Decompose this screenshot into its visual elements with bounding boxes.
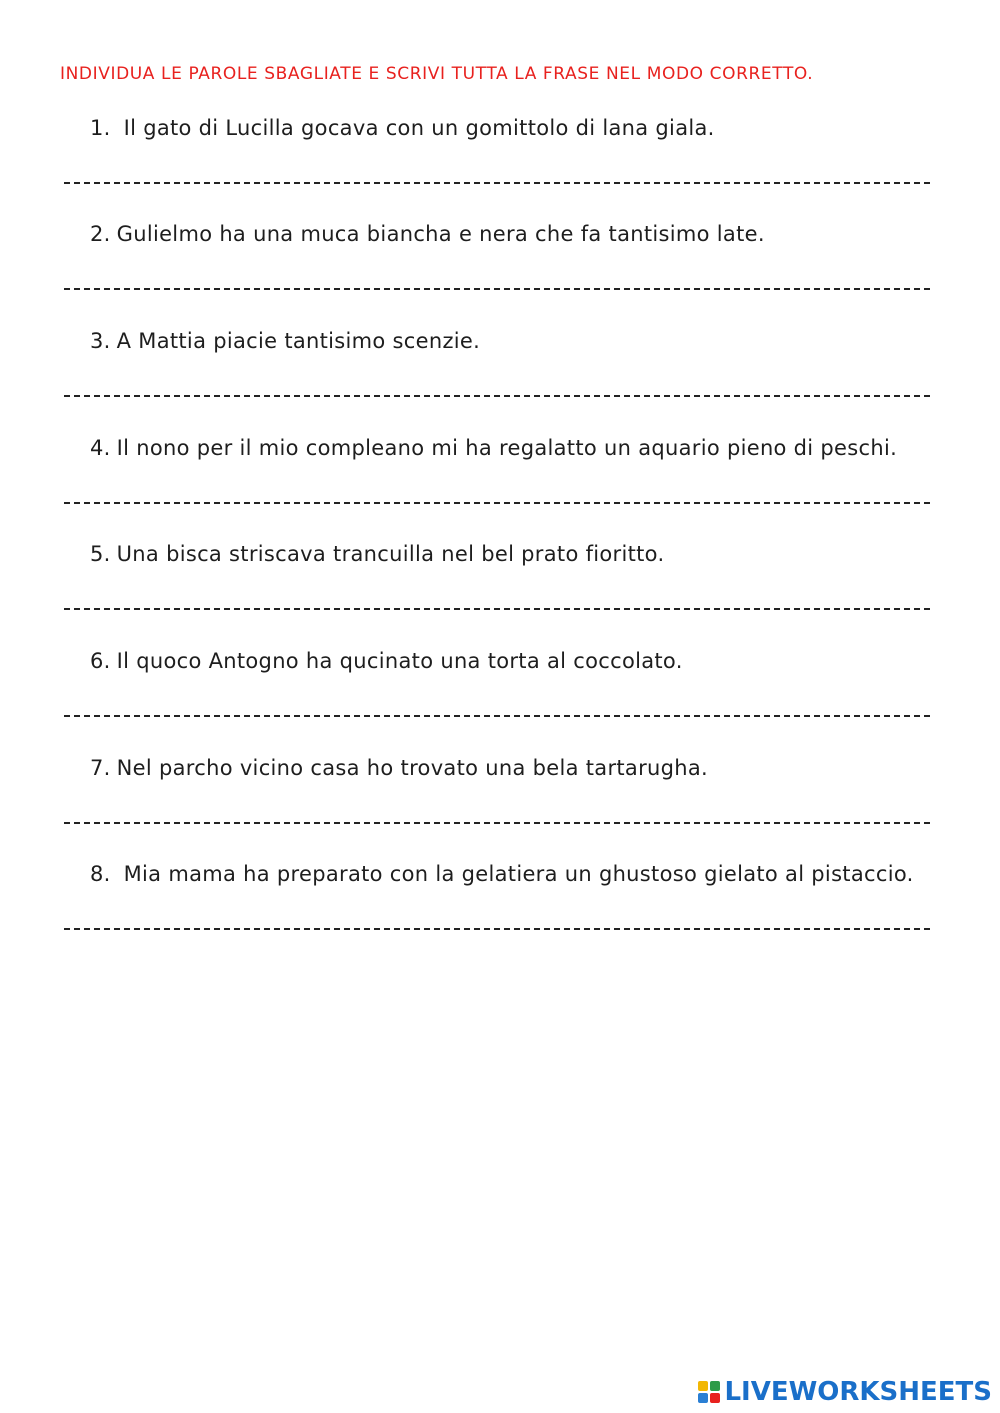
exercise-text: A Mattia piacie tantisimo scenzie. — [116, 329, 481, 353]
exercise-3 — [0, 329, 1000, 429]
exercise-text: Una bisca striscava trancuilla nel bel prato fioritto. — [116, 542, 665, 566]
exercise-sentence — [90, 542, 664, 566]
exercise-number: 3. — [90, 329, 111, 353]
exercise-number: 7. — [90, 756, 111, 780]
answer-line[interactable] — [64, 715, 930, 717]
exercise-text: Il gato di Lucilla gocava con un gomittolo di lana giala. — [116, 116, 715, 140]
exercise-number: 5. — [90, 542, 111, 566]
brand-name: LIVEWORKSHEETS — [724, 1377, 992, 1407]
exercise-number: 6. — [90, 649, 111, 673]
exercise-text: Mia mama ha preparato con la gelatiera un ghustoso gielato al pistaccio. — [116, 862, 914, 886]
exercise-sentence — [90, 329, 480, 353]
exercise-sentence — [90, 756, 708, 780]
exercise-2 — [0, 222, 1000, 322]
answer-line[interactable] — [64, 928, 930, 930]
exercise-number: 4. — [90, 436, 111, 460]
exercise-sentence — [90, 649, 683, 673]
answer-line[interactable] — [64, 182, 930, 184]
exercise-text: Il nono per il mio compleano mi ha regalatto un aquario pieno di peschi. — [116, 436, 898, 460]
exercise-sentence — [90, 222, 765, 246]
exercise-8 — [0, 862, 1000, 962]
exercise-5 — [0, 542, 1000, 642]
answer-line[interactable] — [64, 502, 930, 504]
liveworksheets-logo — [698, 1375, 992, 1409]
liveworksheets-logo-icon — [698, 1381, 720, 1403]
exercise-7 — [0, 756, 1000, 856]
exercise-number: 2. — [90, 222, 111, 246]
exercise-1 — [0, 116, 1000, 216]
answer-line[interactable] — [64, 608, 930, 610]
exercise-text: Nel parcho vicino casa ho trovato una bela tartarugha. — [116, 756, 709, 780]
exercise-text: Gulielmo ha una muca biancha e nera che fa tantisimo late. — [116, 222, 765, 246]
exercise-4 — [0, 436, 1000, 536]
exercise-sentence — [90, 862, 914, 886]
worksheet-instruction: INDIVIDUA LE PAROLE SBAGLIATE E SCRIVI TUTTA LA FRASE NEL MODO CORRETTO. — [60, 64, 814, 84]
answer-line[interactable] — [64, 822, 930, 824]
answer-line[interactable] — [64, 395, 930, 397]
exercise-6 — [0, 649, 1000, 749]
answer-line[interactable] — [64, 288, 930, 290]
exercise-text: Il quoco Antogno ha qucinato una torta al coccolato. — [116, 649, 683, 673]
exercise-sentence — [90, 436, 897, 460]
exercise-sentence — [90, 116, 715, 140]
exercise-number: 1. — [90, 116, 111, 140]
exercise-number: 8. — [90, 862, 111, 886]
